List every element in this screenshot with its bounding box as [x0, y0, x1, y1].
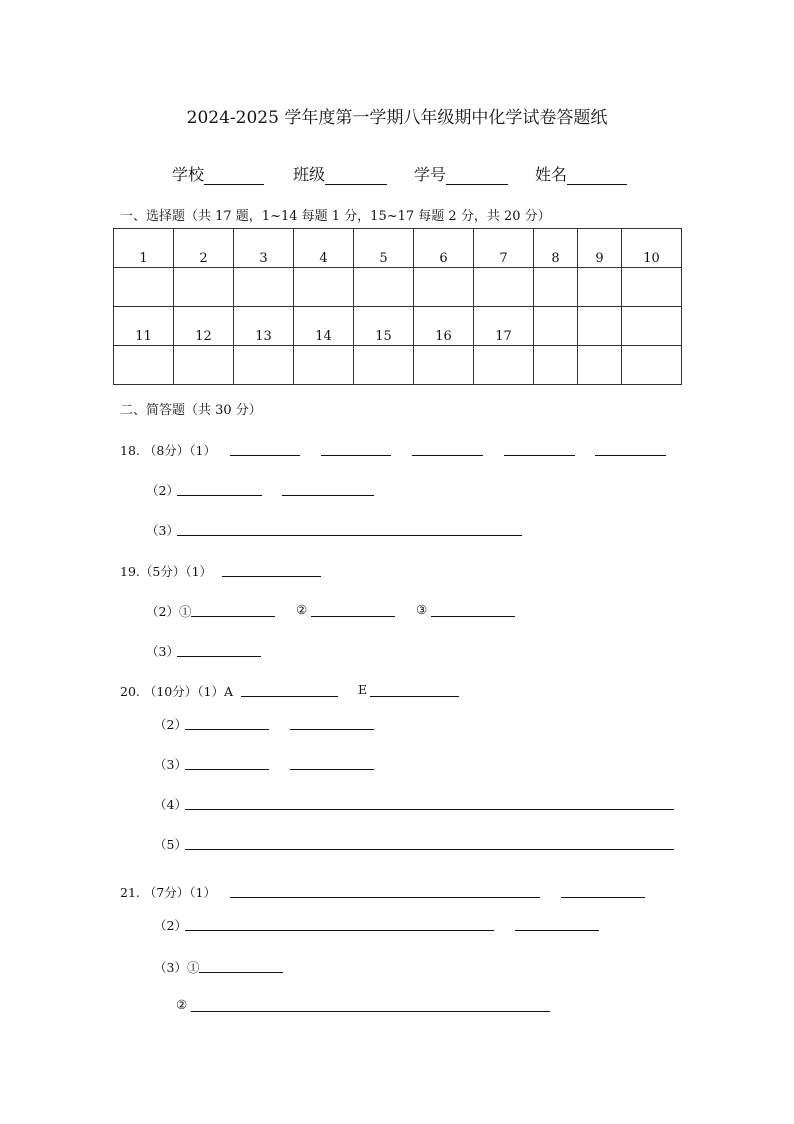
- student-id-field[interactable]: [414, 162, 508, 185]
- question-number: 15: [354, 307, 414, 346]
- question-number: 11: [114, 307, 174, 346]
- answer-cell[interactable]: [294, 268, 354, 307]
- section1-heading: 一、选择题（共 17 题，1~14 每题 1 分，15~17 每题 2 分，共 20 分）: [120, 209, 551, 224]
- answer-cell[interactable]: [578, 268, 622, 307]
- class-label: 班级: [293, 165, 326, 184]
- q18-3-label: （3）: [146, 523, 179, 538]
- name-label: 姓名: [535, 165, 568, 184]
- q20-3-label: （3）: [154, 757, 187, 772]
- school-blank[interactable]: [204, 166, 264, 185]
- answer-cell[interactable]: [354, 346, 414, 385]
- student-id-blank[interactable]: [446, 166, 508, 185]
- answer-cell[interactable]: [474, 346, 534, 385]
- question-number: 6: [414, 229, 474, 268]
- q19-2-label: （2）①: [146, 604, 192, 619]
- q18-1-blank-c[interactable]: [412, 455, 483, 456]
- question-number: 7: [474, 229, 534, 268]
- q18-1-blank-d[interactable]: [504, 455, 575, 456]
- question-number: 1: [114, 229, 174, 268]
- q20-4-label: （4）: [154, 797, 187, 812]
- answer-grid: [113, 228, 682, 385]
- answer-cell[interactable]: [294, 346, 354, 385]
- q20-5-blank[interactable]: [185, 849, 674, 850]
- q19-1-blank[interactable]: [222, 576, 321, 577]
- q19-3-blank[interactable]: [177, 656, 261, 657]
- q19-2-circle-3: ③: [416, 602, 428, 617]
- question-number: 9: [578, 229, 622, 268]
- q20-1-blank-e[interactable]: [370, 696, 459, 697]
- answer-cell[interactable]: [174, 346, 234, 385]
- question-number: 8: [534, 229, 578, 268]
- answer-cell[interactable]: [234, 268, 294, 307]
- question-number: 10: [622, 229, 682, 268]
- q21-1-blank-b[interactable]: [561, 897, 645, 898]
- q21-3-blank-1[interactable]: [199, 972, 283, 973]
- question-number: 3: [234, 229, 294, 268]
- question-number: 4: [294, 229, 354, 268]
- question-number: 2: [174, 229, 234, 268]
- answer-cell[interactable]: [534, 346, 578, 385]
- q21-2-blank-b[interactable]: [515, 930, 599, 931]
- q21-3-circle-2: ②: [176, 997, 188, 1012]
- answer-cell[interactable]: [234, 346, 294, 385]
- q20-3-blank-b[interactable]: [290, 769, 374, 770]
- q18-1-blank-b[interactable]: [321, 455, 391, 456]
- q18-1-blank-e[interactable]: [595, 455, 666, 456]
- answer-cell[interactable]: [354, 268, 414, 307]
- q19-2-blank-1[interactable]: [191, 616, 275, 617]
- q19-2-circle-2: ②: [296, 602, 308, 617]
- q20-5-label: （5）: [154, 837, 187, 852]
- q19-3-label: （3）: [146, 644, 179, 659]
- answer-cell[interactable]: [114, 346, 174, 385]
- school-label: 学校: [172, 165, 205, 184]
- answer-cell[interactable]: [414, 268, 474, 307]
- q19-2-blank-3[interactable]: [431, 616, 515, 617]
- q20-1-e-label: E: [358, 682, 368, 697]
- class-field[interactable]: [293, 162, 387, 185]
- q21-1-blank-a[interactable]: [230, 897, 540, 898]
- answer-cell[interactable]: [622, 268, 682, 307]
- question-number: [578, 307, 622, 346]
- q20-label: 20. （10分）（1）A: [120, 684, 233, 699]
- q20-3-blank-a[interactable]: [185, 769, 269, 770]
- name-blank[interactable]: [567, 166, 627, 185]
- q21-2-label: （2）: [154, 918, 187, 933]
- q20-4-blank[interactable]: [185, 809, 674, 810]
- name-field[interactable]: [535, 162, 627, 185]
- answer-cell[interactable]: [114, 268, 174, 307]
- q19-label: 19.（5分）（1）: [120, 564, 213, 579]
- section2-heading: 二、简答题（共 30 分）: [120, 403, 262, 418]
- number-row-2: [114, 307, 682, 346]
- answer-row-1: [114, 268, 682, 307]
- page-title: 2024-2025 学年度第一学期八年级期中化学试卷答题纸: [186, 108, 608, 128]
- q21-3-label: （3）①: [154, 960, 200, 975]
- q20-2-label: （2）: [154, 717, 187, 732]
- question-number: 14: [294, 307, 354, 346]
- q18-2-label: （2）: [146, 483, 179, 498]
- question-number: 13: [234, 307, 294, 346]
- answer-cell[interactable]: [414, 346, 474, 385]
- class-blank[interactable]: [325, 166, 387, 185]
- school-field[interactable]: [172, 162, 264, 185]
- q20-2-blank-b[interactable]: [290, 729, 374, 730]
- question-number: [534, 307, 578, 346]
- question-number: [622, 307, 682, 346]
- answer-cell[interactable]: [174, 268, 234, 307]
- question-number: 17: [474, 307, 534, 346]
- question-number: 16: [414, 307, 474, 346]
- answer-row-2: [114, 346, 682, 385]
- q21-3-blank-2[interactable]: [191, 1011, 550, 1012]
- question-number: 12: [174, 307, 234, 346]
- q18-1-blank-a[interactable]: [230, 455, 300, 456]
- student-id-label: 学号: [414, 165, 447, 184]
- answer-cell[interactable]: [474, 268, 534, 307]
- q21-2-blank-a[interactable]: [185, 930, 494, 931]
- answer-cell[interactable]: [578, 346, 622, 385]
- q20-1-blank-a[interactable]: [241, 696, 338, 697]
- q20-2-blank-a[interactable]: [185, 729, 269, 730]
- question-number: 5: [354, 229, 414, 268]
- q18-label: 18. （8分）（1）: [120, 443, 217, 458]
- answer-cell[interactable]: [534, 268, 578, 307]
- q19-2-blank-2[interactable]: [311, 616, 395, 617]
- q21-label: 21. （7分）（1）: [120, 885, 217, 900]
- answer-cell[interactable]: [622, 346, 682, 385]
- number-row-1: [114, 229, 682, 268]
- q18-3-blank[interactable]: [177, 535, 522, 536]
- q18-2-blank-a[interactable]: [177, 495, 262, 496]
- q18-2-blank-b[interactable]: [282, 495, 374, 496]
